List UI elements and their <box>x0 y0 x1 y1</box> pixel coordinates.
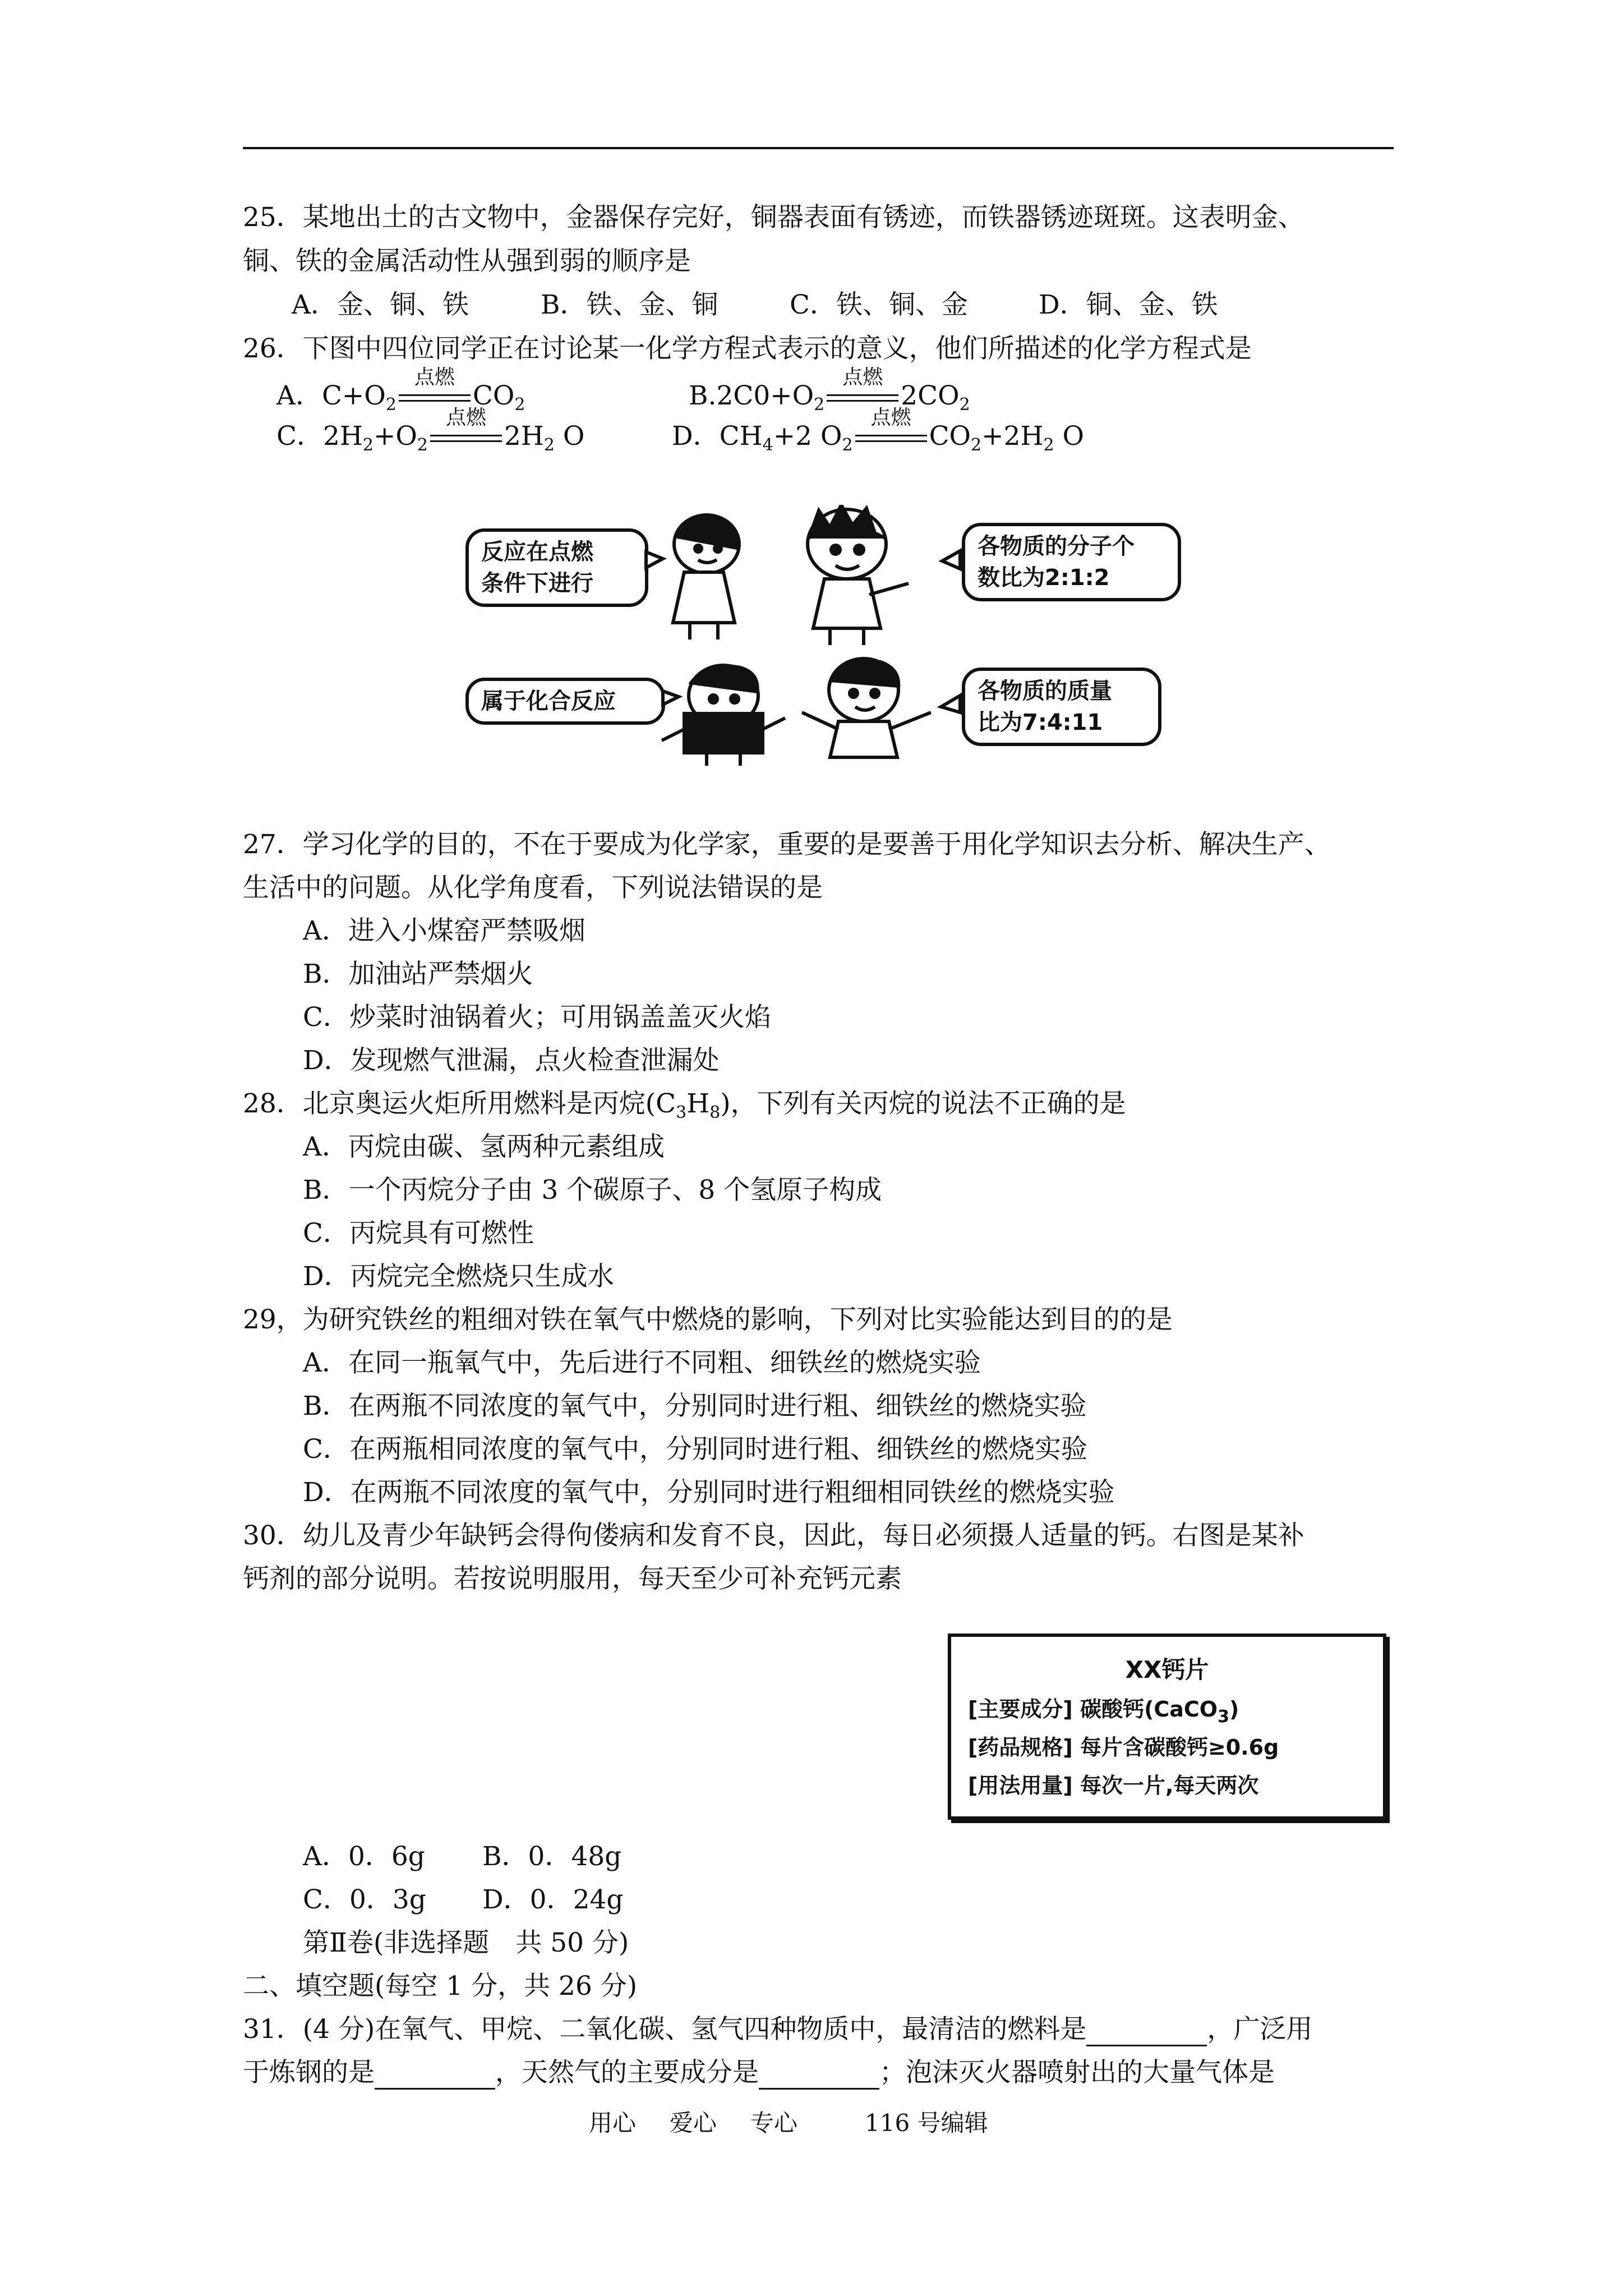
q29-option-a: A．在同一瓶氧气中，先后进行不同粗、细铁丝的燃烧实验 <box>303 1347 981 1378</box>
q27-line2: 生活中的问题。从化学角度看，下列说法错误的是 <box>243 872 823 903</box>
calcium-tablet-label <box>948 1634 1386 1820</box>
answer-blank[interactable] <box>375 2063 495 2090</box>
header-rule <box>243 147 1394 149</box>
q29-option-b: B．在两瓶不同浓度的氧气中，分别同时进行粗、细铁丝的燃烧实验 <box>303 1391 1087 1421</box>
q26-option-a: A．$C+O_2$ 点燃 $CO_2$ <box>276 366 525 415</box>
q25-option-a: A．金、铜、铁 <box>292 289 469 320</box>
q29-option-d: D．在两瓶不同浓度的氧气中，分别同时进行粗细相同铁丝的燃烧实验 <box>303 1477 1115 1508</box>
q28-option-a: A．丙烷由碳、氢两种元素组成 <box>303 1131 665 1162</box>
speech-bubble-bottom-left: 属于化合反应 <box>465 678 665 725</box>
q25-option-d: D．铜、金、铁 <box>1039 289 1218 320</box>
page-footer: 用心 爱心 专心 116 号编辑 <box>589 2109 988 2137</box>
q31-line1: 31．(4 分)在氧气、甲烷、二氧化碳、氢气四种物质中，最清洁的燃料是 ，广泛用 <box>243 2013 1312 2046</box>
reaction-arrow: 点燃 <box>855 427 927 449</box>
calcium-label-spec: [药品规格] 每片含碳酸钙≥0.6g <box>968 1735 1279 1760</box>
calcium-label-ingredient: [主要成分] 碳酸钙(CaCO$_3$) <box>968 1697 1239 1727</box>
q30-option-b: B．0．48g <box>482 1841 622 1872</box>
q30-line2: 钙剂的部分说明。若按说明服用，每天至少可补充钙元素 <box>243 1563 902 1594</box>
calcium-label-title: XX钙片 <box>1125 1656 1209 1683</box>
q26-option-d: D．$CH_4+2$ $O_2$ 点燃 $CO_2+2H_2$ O <box>672 406 1085 455</box>
students-discussion-figure <box>443 505 1217 769</box>
reaction-arrow: 点燃 <box>430 427 502 449</box>
student-with-book-icon <box>662 665 785 766</box>
q27-option-d: D．发现燃气泄漏，点火检查泄漏处 <box>303 1045 720 1076</box>
section-two-heading: 二、填空题(每空 1 分，共 26 分) <box>243 1971 638 2001</box>
q27-option-c: C．炒菜时油锅着火；可用锅盖盖灭火焰 <box>303 1002 771 1033</box>
reaction-arrow: 点燃 <box>827 386 898 409</box>
q27-option-b: B．加油站严禁烟火 <box>303 959 533 990</box>
bubble-tail-icon <box>663 691 679 705</box>
q25-option-b: B．铁、金、铜 <box>541 289 718 320</box>
q30-option-c: C．0．3g <box>303 1884 426 1915</box>
girl-student-icon <box>673 515 739 639</box>
bubble-tail-icon <box>941 696 960 712</box>
bubble-tail-icon <box>942 551 960 569</box>
q28-option-c: C．丙烷具有可燃性 <box>303 1218 534 1249</box>
calcium-label-dosage: [用法用量] 每次一片,每天两次 <box>968 1773 1259 1798</box>
q25-line1: 25．某地出土的古文物中，金器保存完好，铜器表面有锈迹，而铁器锈迹斑斑。这表明金、 <box>243 202 1304 233</box>
q28-option-b: B．一个丙烷分子由 3 个碳原子、8 个氢原子构成 <box>303 1175 882 1205</box>
q29-stem: 29，为研究铁丝的粗细对铁在氧气中燃烧的影响，下列对比实验能达到目的的是 <box>243 1304 1173 1335</box>
q31-line2: 于炼钢的是 ，天然气的主要成分是 ；泡沫灭火器喷射出的大量气体是 <box>243 2056 1275 2090</box>
q25-option-c: C．铁、铜、金 <box>790 289 968 320</box>
q25-line2: 铜、铁的金属活动性从强到弱的顺序是 <box>243 246 691 277</box>
q29-option-c: C．在两瓶相同浓度的氧气中，分别同时进行粗、细铁丝的燃烧实验 <box>303 1434 1087 1465</box>
q30-option-a: A．0．6g <box>303 1841 425 1872</box>
cartoon-students-illustration <box>443 505 1217 769</box>
q26-stem: 26．下图中四位同学正在讨论某一化学方程式表示的意义，他们所描述的化学方程式是 <box>243 333 1252 364</box>
student-shrug-icon <box>802 659 931 757</box>
q27-option-a: A．进入小煤窑严禁吸烟 <box>303 915 585 946</box>
q30-line1: 30．幼儿及青少年缺钙会得佝偻病和发育不良，因此，每日必须摄人适量的钙。右图是某补 <box>243 1520 1304 1551</box>
q27-line1: 27．学习化学的目的，不在于要成为化学家，重要的是要善于用化学知识去分析、解决生产、 <box>243 829 1331 860</box>
q26-option-c: C．$2H_2+O_2$ 点燃 $2H_2$ O <box>276 406 585 455</box>
q28-option-d: D．丙烷完全燃烧只生成水 <box>303 1261 614 1292</box>
q26-option-b: $B.2C0+O_2$ 点燃 $2CO_2$ <box>689 366 970 415</box>
speech-bubble-bottom-right: 各物质的质量 比为7:4:11 <box>962 668 1161 746</box>
part-two-heading: 第Ⅱ卷(非选择题 共 50 分) <box>303 1927 629 1958</box>
speech-bubble-top-left: 反应在点燃 条件下进行 <box>465 528 648 607</box>
answer-blank[interactable] <box>759 2063 879 2090</box>
reaction-arrow: 点燃 <box>399 386 471 409</box>
boy-student-icon <box>808 505 909 645</box>
bubble-tail-icon <box>646 552 663 568</box>
answer-blank[interactable] <box>1086 2020 1207 2046</box>
q30-option-d: D．0．24g <box>482 1884 624 1915</box>
speech-bubble-top-right: 各物质的分子个 数比为2:1:2 <box>962 523 1181 601</box>
q28-stem: 28．北京奥运火炬所用燃料是丙烷$(C_3H_8)$，下列有关丙烷的说法不正确的是 <box>243 1088 1126 1122</box>
